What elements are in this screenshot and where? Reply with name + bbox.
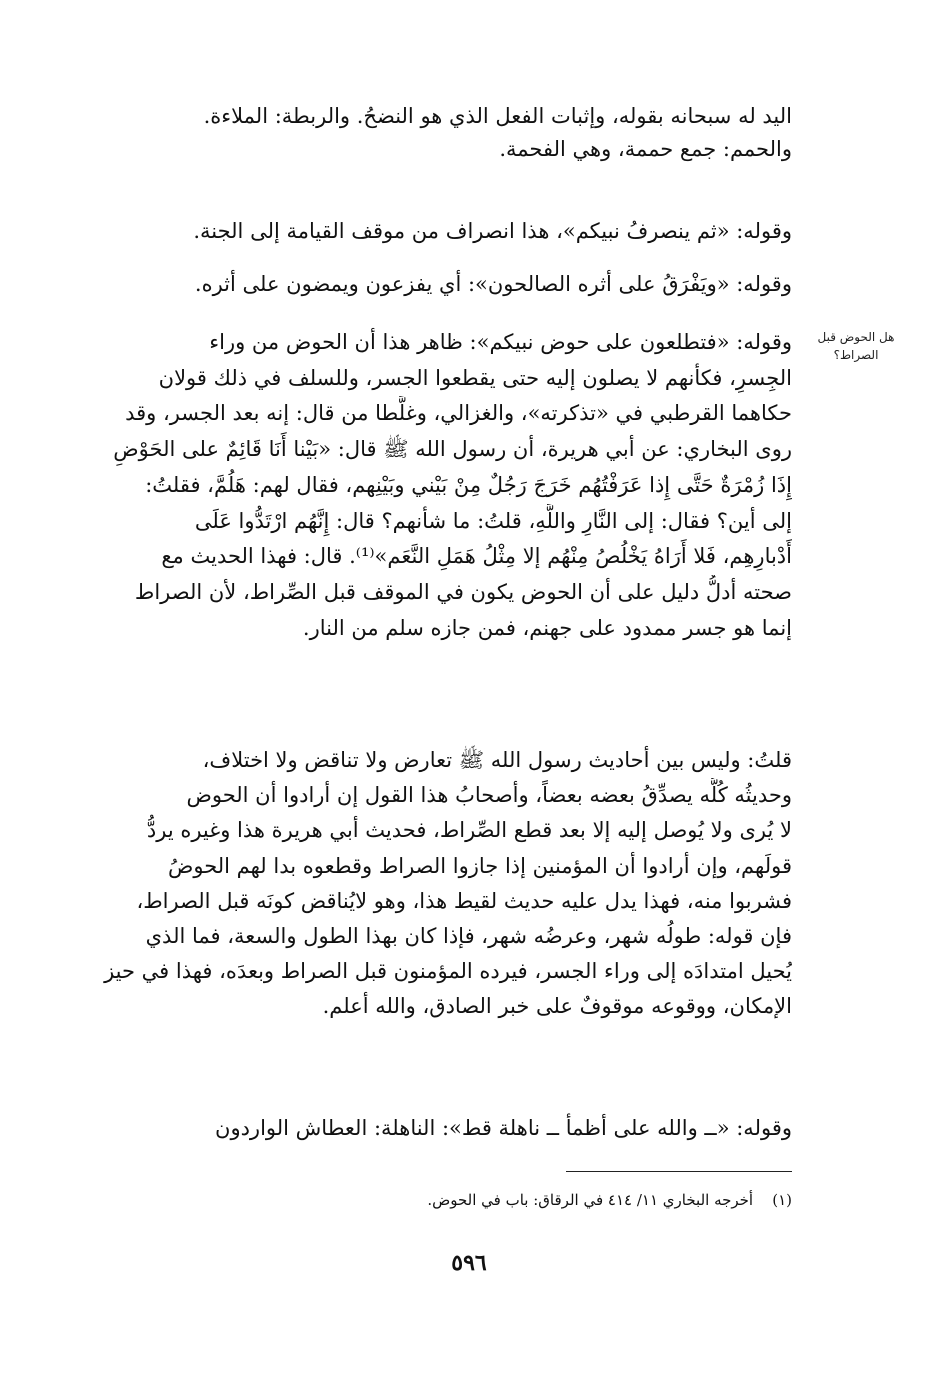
paragraph-6	[100, 1112, 792, 1145]
margin-note-line-1: هل الحوض قبل	[817, 330, 895, 344]
paragraph-line: وحديثُه كُلُّه يصدِّقُ بعضه بعضاً، وأصحابُ هذا القول إن أرادوا أن الحوض	[186, 783, 792, 808]
paragraph-line: قولَهم، وإن أرادوا أن المؤمنين إذا جازوا الصراط وقطعوه بدا لهم الحوضُ	[167, 853, 792, 878]
paragraph-line: فإن قوله: طولُه شهر، وعرضُه شهر، فإذا كان بهذا الطول والسعة، فما الذي	[145, 924, 792, 949]
paragraph-line: الجِسرِ، فكأنهم لا يصلون إليه حتى يقطعوا الجسر، وللسلف في ذلك قولان	[158, 365, 792, 390]
paragraph-line: أَدْبارِهِم، فَلا أَرَاهُ يَخْلُصُ مِنْهُم إلا مِثْلُ هَمَلِ النَّعَم»⁽¹⁾. قال: فهذا الحديث مع	[161, 544, 792, 569]
paragraph-2	[100, 215, 792, 248]
paragraph-line: وقوله: «فتطلعون على حوض نبيكم»: ظاهر هذا أن الحوض من وراء	[209, 330, 792, 354]
footnote	[280, 1188, 792, 1212]
paragraph-line: والحمم: جمع حممة، وهي الفحمة.	[499, 137, 792, 161]
footnote-number: (١)	[772, 1191, 792, 1209]
paragraph-line: وقوله: «ثم ينصرفُ نبيكم»، هذا انصراف من موقف القيامة إلى الجنة.	[193, 219, 792, 243]
paragraph-line: إِذَا زُمْرَةٌ حَتَّى إِذا عَرَفْتُهُم خَرَجَ رَجُلٌ مِنْ بَيْني وبَيْنِهم، فقال لهم: هَلُمَّ، فقلتُ:	[145, 472, 792, 497]
margin-note-line-2: الصراط؟	[833, 348, 879, 362]
margin-note	[808, 328, 904, 364]
paragraph-line: وقوله: «ــ والله على أظمأ ــ ناهلة قط»: الناهلة: العطاش الواردون	[215, 1116, 792, 1140]
paragraph-line: وقوله: «ويَفْرَقُ على أثره الصالحون»: أي يفزعون ويمضون على أثره.	[194, 272, 792, 296]
paragraph-line: إنما هو جسر ممدود على جهنم، فمن جازه سلم من النار.	[302, 615, 792, 640]
paragraph-line: اليد له سبحانه بقوله، وإثبات الفعل الذي هو النضحُ. والربطة: الملاءة.	[203, 104, 792, 128]
footnote-text: أخرجه البخاري ١١/ ٤١٤ في الرقاق: باب في الحوض.	[427, 1191, 754, 1209]
paragraph-line: صحته أدلُّ دليل على أن الحوض يكون في الموقف قبل الصِّراط، لأن الصراط	[134, 579, 792, 604]
paragraph-3	[100, 268, 792, 301]
paragraph-line: لا يُرى ولا يُوصل إليه إلا بعد قطع الصِّراط، فحديث أبي هريرة هذا وغيره يردُّ	[146, 818, 792, 843]
paragraph-line: قلتُ: وليس بين أحاديث رسول الله ﷺ تعارض ولا تناقض ولا اختلاف،	[202, 748, 792, 772]
paragraph-line: الإمكان، ووقوعه موقوفٌ على خبر الصادق، والله أعلم.	[322, 994, 792, 1019]
paragraph-line: يُحيل امتدادَه إلى وراء الجسر، فيرده المؤمنون قبل الصراط وبعدَه، فهذا في حيز	[104, 959, 792, 984]
paragraph-5	[100, 743, 792, 1025]
paragraph-line: روى البخاري: عن أبي هريرة، أن رسول الله ﷺ قال: «بَيْنا أَنَا قَائِمٌ على الحَوْضِ	[113, 437, 792, 462]
paragraph-4	[100, 325, 792, 646]
paragraph-line: إلى أين؟ فقال: إلى النَّارِ واللَّهِ، قلتُ: ما شأنهم؟ قال: إِنَّهُم ارْتَدُّوا عَلَى	[194, 508, 792, 533]
paragraph-line: حكاهما القرطبي في «تذكرته»، والغزالي، وغلَّطا من قال: إنه بعد الجسر، وقد	[125, 401, 792, 426]
page-number: ٥٩٦	[451, 1250, 487, 1276]
footnote-divider	[566, 1171, 792, 1172]
paragraph-1	[100, 100, 792, 166]
paragraph-line: فشربوا منه، فهذا يدل عليه حديث لقيط هذا، وهو لايُناقض كونَه قبل الصراط،	[136, 888, 792, 913]
